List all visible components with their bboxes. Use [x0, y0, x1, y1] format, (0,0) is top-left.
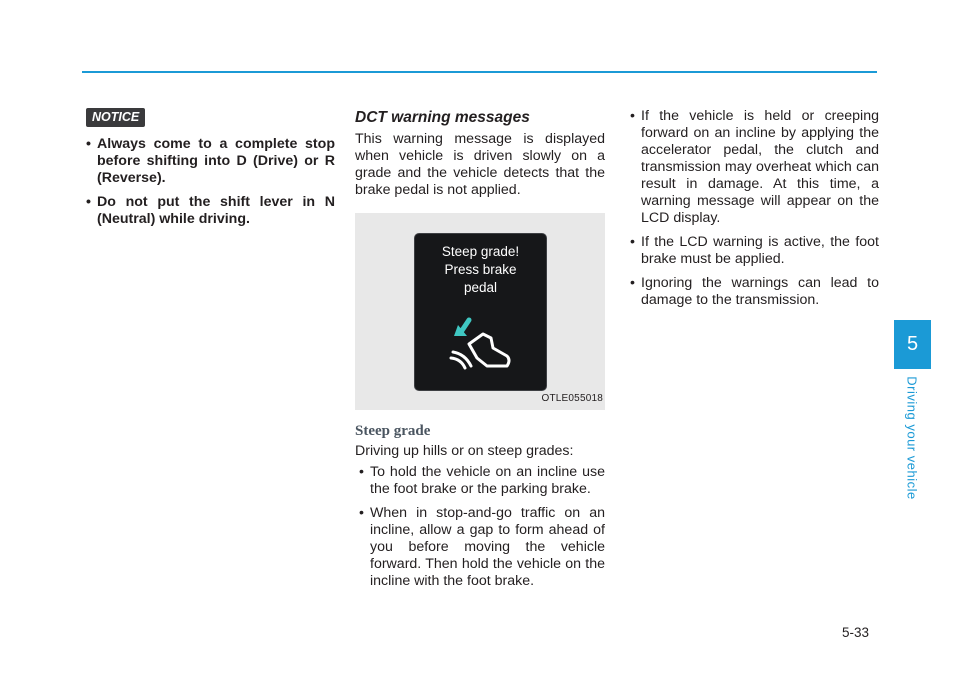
section-paragraph: This warning message is displayed when vehicle is driven slowly on a grade and the vehicle detects that the brake pedal is not applied. [355, 131, 605, 198]
lcd-line: pedal [463, 280, 498, 295]
page-number: 5-33 [842, 625, 870, 640]
notice-badge: NOTICE [86, 108, 145, 127]
list-item: • When in stop-and-go traffic on an incline, allow a gap to form ahead of you before moving the vehicle forward. Then hold the vehicle on the incline with the foot brake. [355, 505, 605, 590]
warning-column [626, 108, 879, 316]
chapter-title: Driving your vehicle [904, 376, 920, 500]
foot-on-brake-pedal-icon [447, 314, 517, 384]
list-item: • Always come to a complete stop before shifting into D (Drive) or R (Reverse). [82, 136, 335, 187]
list-item: • If the vehicle is held or creeping forward on an incline by applying the accelerator pedal, the clutch and transmission may overheat which can result in damage. At this time, a warning message will appear on the LCD display. [626, 108, 879, 227]
list-item: • To hold the vehicle on an incline use the foot brake or the parking brake. [355, 464, 605, 498]
chapter-tab: 5 [894, 320, 931, 369]
notice-list [82, 136, 335, 228]
section-heading: DCT warning messages [355, 109, 530, 126]
dct-column [355, 108, 605, 597]
header-rule [82, 71, 877, 73]
notice-column [82, 108, 335, 235]
lcd-line: Press brake [444, 262, 517, 277]
subsection-heading: Steep grade [355, 423, 431, 439]
list-item: • If the LCD warning is active, the foot brake must be applied. [626, 234, 879, 268]
figure-code: OTLE055018 [541, 393, 603, 404]
lcd-message [415, 243, 546, 297]
warning-list [626, 108, 879, 309]
steep-grade-list [355, 464, 605, 590]
lcd-line: Steep grade! [441, 244, 520, 259]
lcd-figure [355, 213, 605, 410]
subsection-intro: Driving up hills or on steep grades: [355, 443, 574, 459]
list-item: • Do not put the shift lever in N (Neutral) while driving. [82, 194, 335, 228]
list-item: • Ignoring the warnings can lead to damage to the transmission. [626, 275, 879, 309]
lcd-display [414, 233, 547, 391]
